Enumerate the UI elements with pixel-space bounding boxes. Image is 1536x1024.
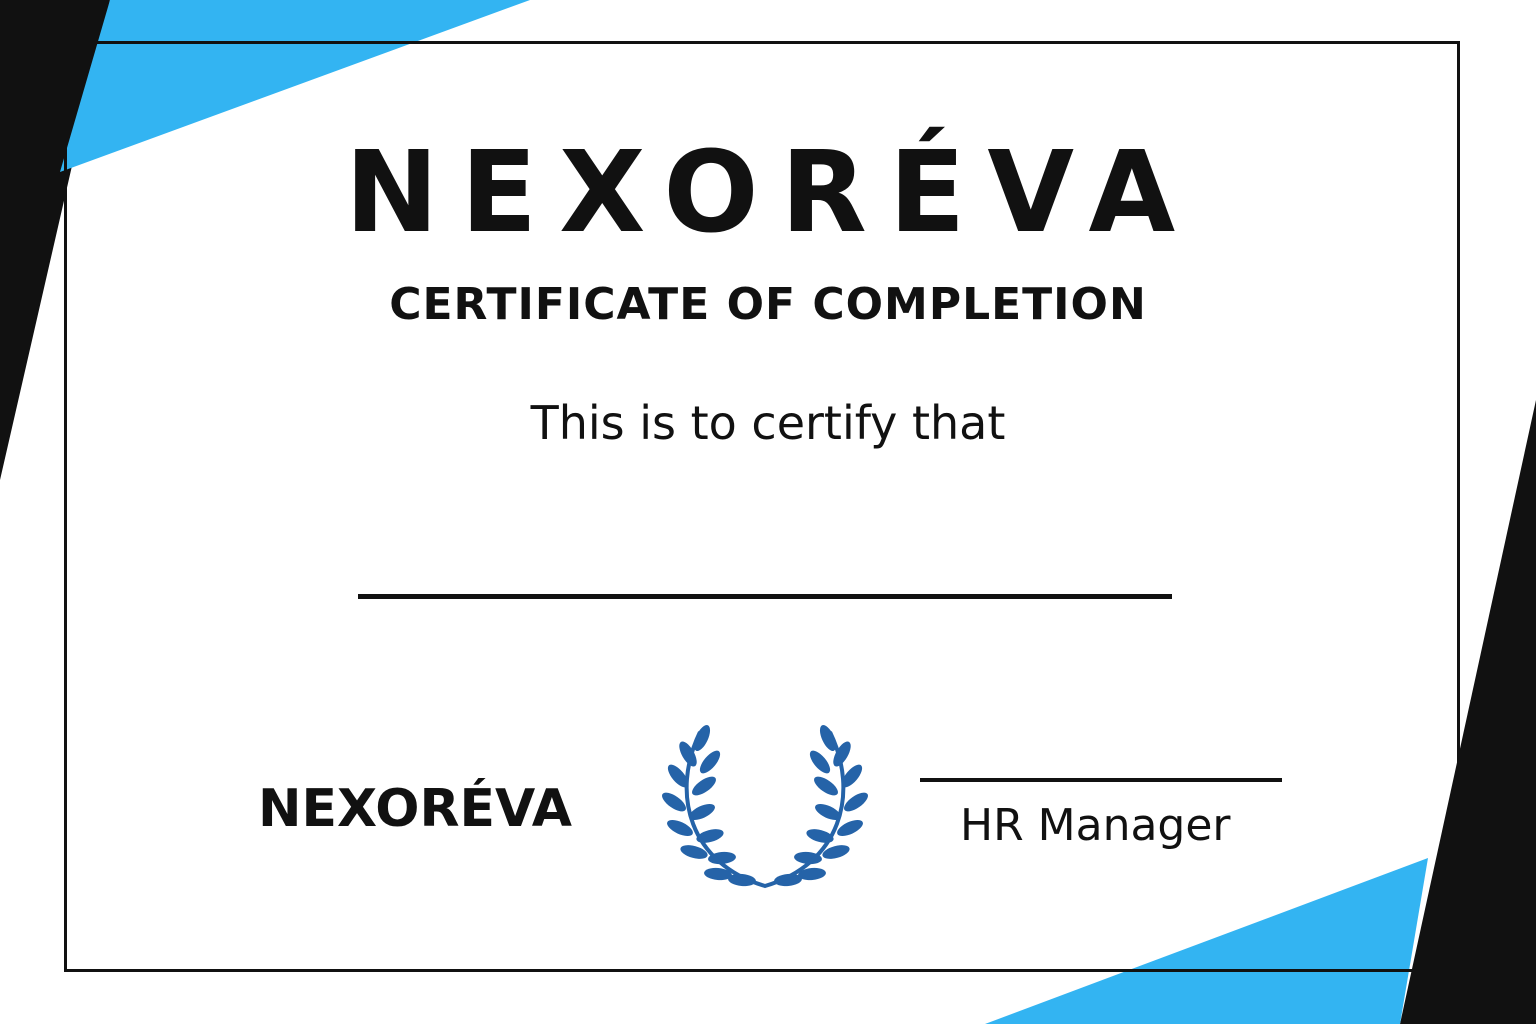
brand-title: NEXORÉVA	[344, 128, 1198, 258]
certify-text: This is to certify that	[530, 396, 1006, 450]
certificate-title: CERTIFICATE OF COMPLETION	[389, 279, 1147, 330]
footer-brand-logo: NEXORÉVA	[258, 779, 573, 839]
signature-role-label: HR Manager	[960, 800, 1231, 851]
recipient-name-line	[358, 594, 1172, 599]
laurel-wreath-icon	[660, 724, 870, 894]
signature-line	[920, 778, 1282, 782]
